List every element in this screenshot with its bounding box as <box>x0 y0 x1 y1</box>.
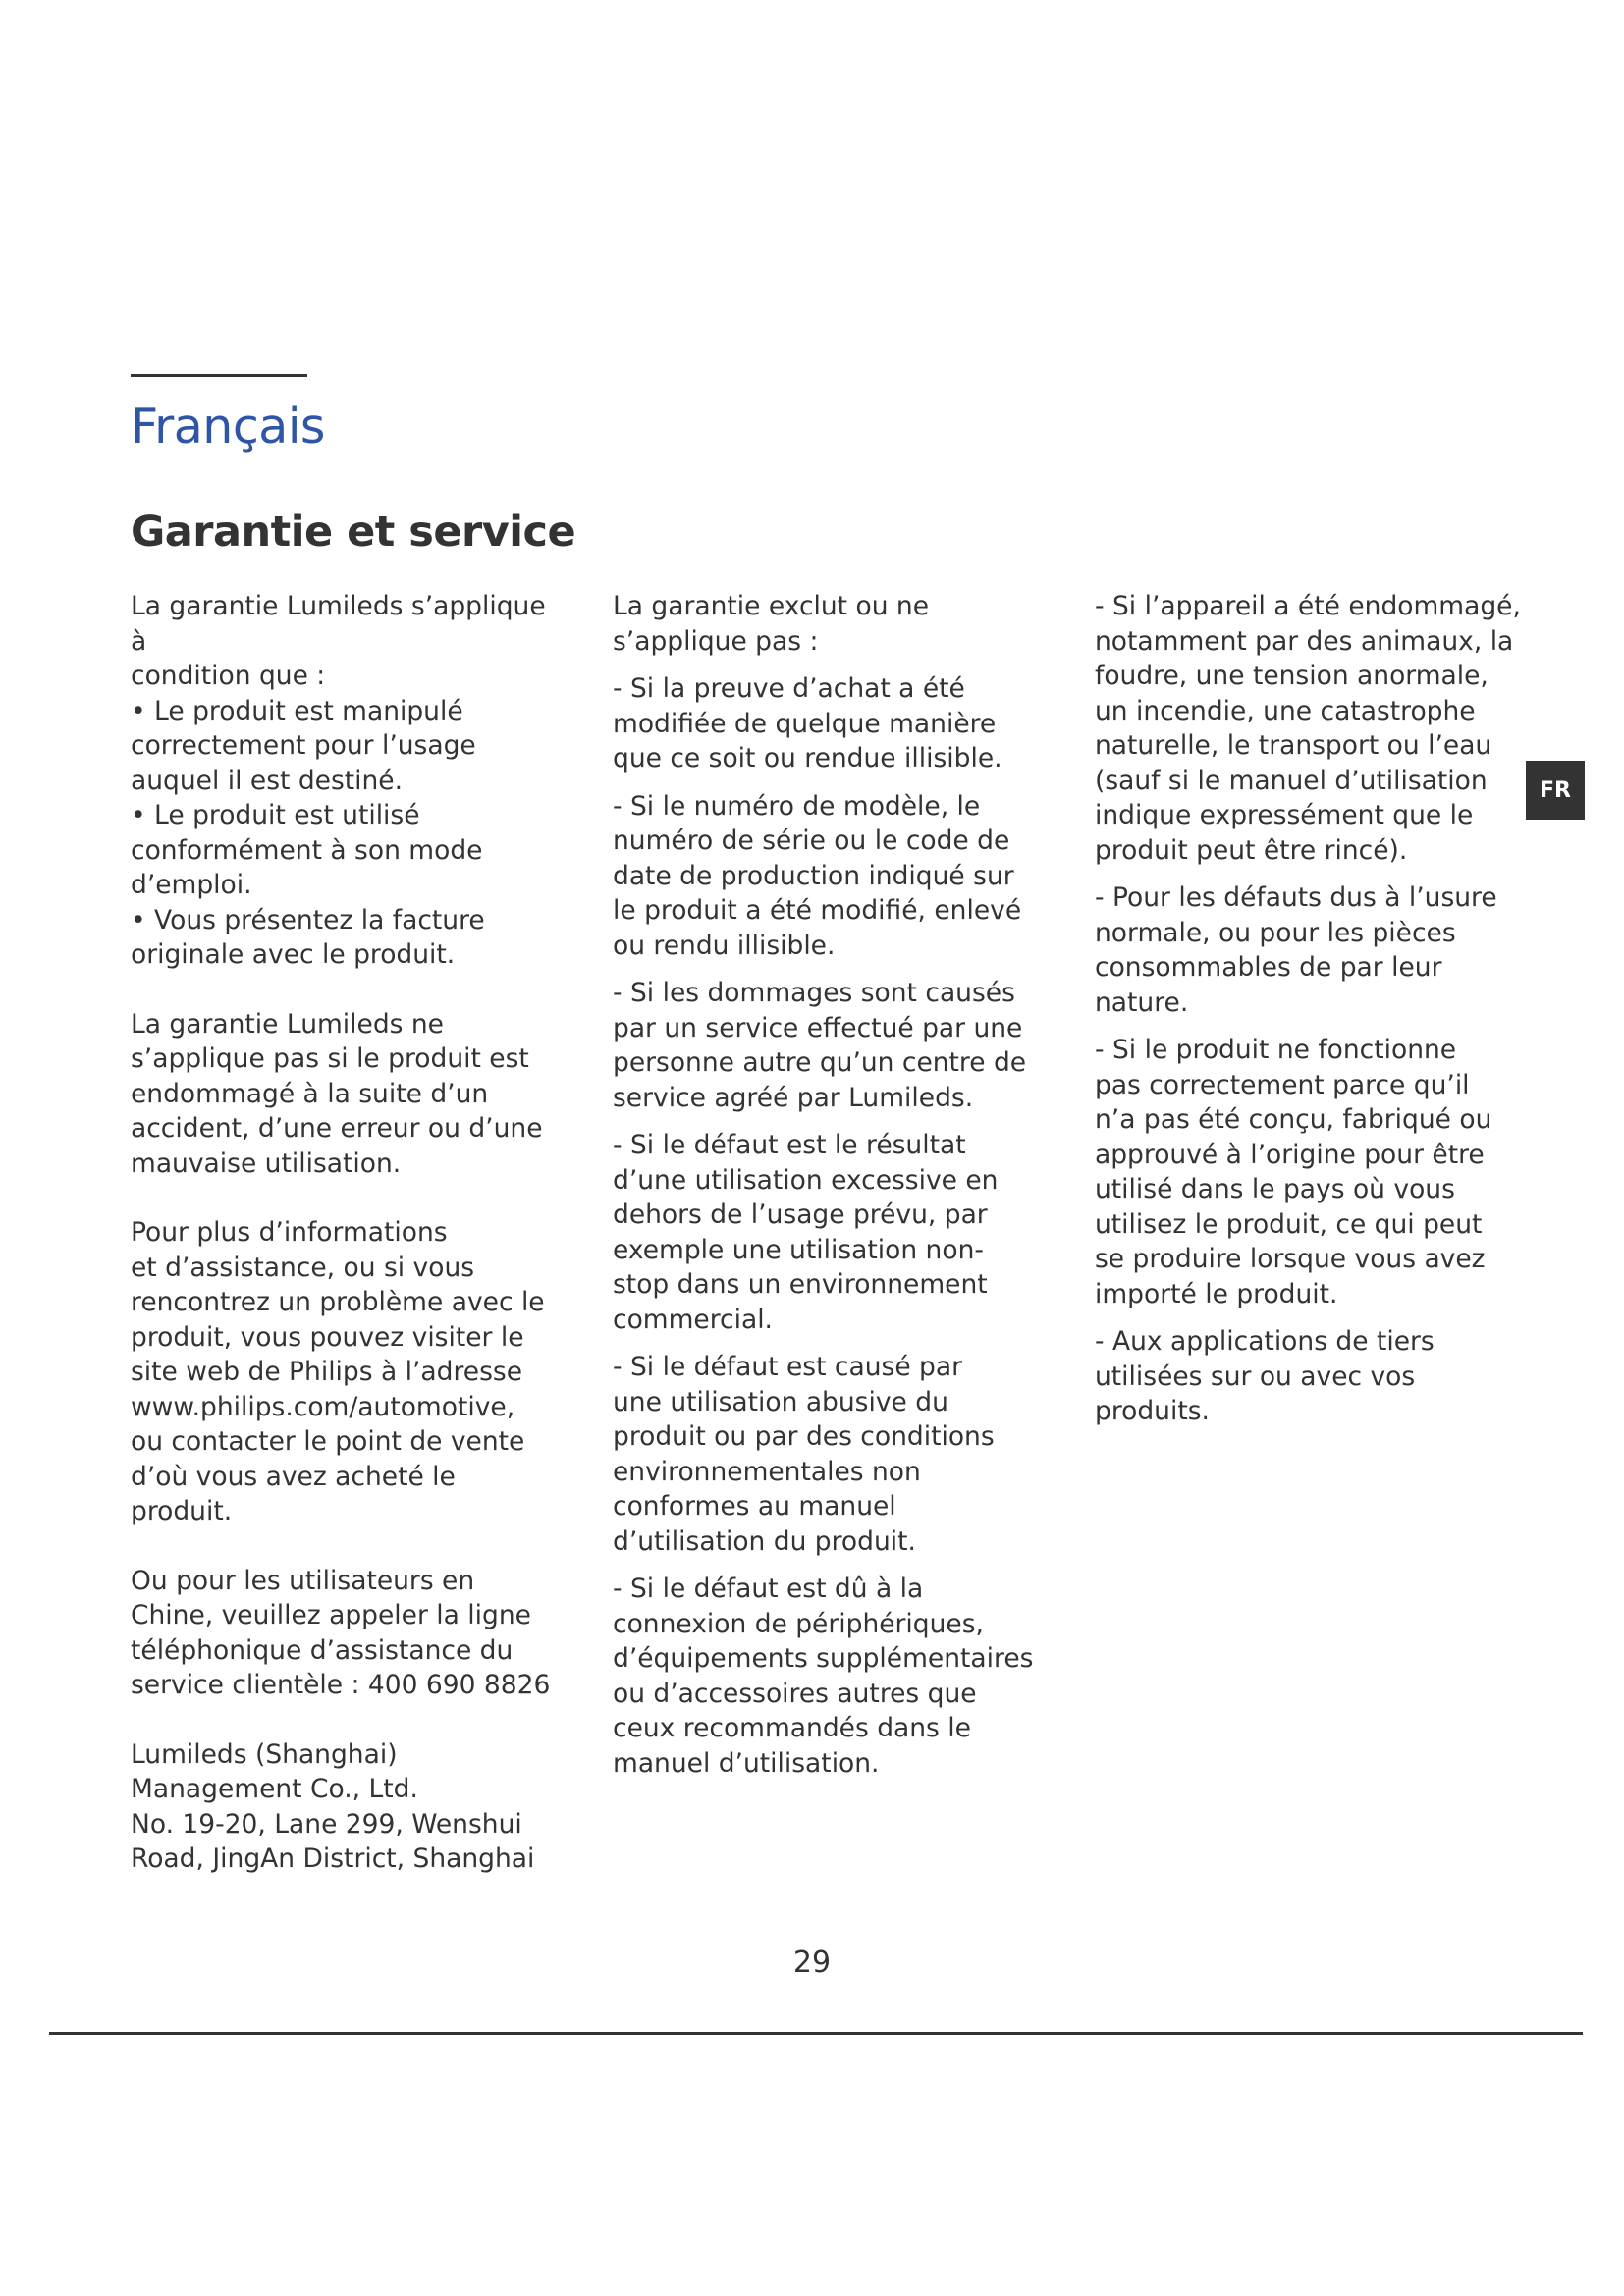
exclusion-item: - Pour les défauts dus à l’usure normale, ou pour les pièces consommables de par leur nature. <box>1095 882 1497 1018</box>
exclusion-item: - Si les dommages sont causés par un service effectué par une personne autre qu’un centre de service agréé par Lumileds. <box>613 978 1027 1113</box>
exclusion-item: - Si le défaut est le résultat d’une utilisation excessive en dehors de l’usage prévu, par exemple une utilisation non- stop dans un environnement commercial. <box>613 1130 999 1335</box>
top-divider-rule <box>131 374 307 377</box>
paragraph-china-hotline: Ou pour les utilisateurs en Chine, veuillez appeler la ligne téléphonique d’assistance du service clientèle : 400 690 8826 <box>131 1565 551 1700</box>
exclusion-item: - Aux applications de tiers utilisées sur ou avec vos produits. <box>1095 1326 1435 1426</box>
exclusion-item: - Si le produit ne fonctionne pas correctement parce qu’il n’a pas été conçu, fabriqué ou approuvé à l’origine pour être utilisé dans le pays où vous utilisez le produit, ce qui peut se produire lorsque vous avez importé le produit. <box>1095 1035 1492 1309</box>
column-warranty-exclusions <box>613 589 1045 1781</box>
paragraph-company-address: Lumileds (Shanghai) Management Co., Ltd. No. 19-20, Lane 299, Wenshui Road, JingAn District, Shanghai <box>131 1738 535 1874</box>
paragraph-more-information: Pour plus d’informations et d’assistance, ou si vous rencontrez un problème avec le produit, vous pouvez visiter le site web de Philips à l’adresse www.philips.com/automotive, ou contacter le point de vente d’où vous avez acheté le produit. <box>131 1217 545 1526</box>
bottom-divider-rule <box>49 2032 1583 2035</box>
column-warranty-exclusions-continued <box>1095 589 1527 1429</box>
language-title: Français <box>131 399 325 454</box>
paragraph-exclusions-intro: La garantie exclut ou ne s’applique pas : <box>613 591 930 657</box>
page-number: 29 <box>792 1946 832 1980</box>
exclusion-item: - Si la preuve d’achat a été modifiée de quelque manière que ce soit ou rendue illisible. <box>613 673 1002 774</box>
section-title: Garantie et service <box>131 507 576 557</box>
paragraph-warranty-not-applicable: La garantie Lumileds ne s’applique pas si le produit est endommagé à la suite d’un accident, d’une erreur ou d’une mauvaise utilisation. <box>131 1008 543 1179</box>
column-warranty-conditions <box>131 589 563 1877</box>
paragraph-warranty-conditions: La garantie Lumileds s’applique à condition que : • Le produit est manipulé correctement pour l’usage auquel il est destiné. • Le produit est utilisé conformément à son mode d’emploi. • Vous présentez la facture originale avec le produit. <box>131 591 546 970</box>
exclusion-item: - Si le défaut est causé par une utilisation abusive du produit ou par des conditions environnementales non conformes au manuel d’utilisation du produit. <box>613 1352 995 1557</box>
exclusion-item: - Si le numéro de modèle, le numéro de série ou le code de date de production indiqué sur le produit a été modifié, enlevé ou rendu illisible. <box>613 790 1022 961</box>
language-tab-fr: FR <box>1526 761 1585 820</box>
exclusion-item: - Si l’appareil a été endommagé, notamment par des animaux, la foudre, une tension anormale, un incendie, une catastrophe naturelle, le transport ou l’eau (sauf si le manuel d’utilisation indique expressément que le produit peut être rincé). <box>1095 591 1521 866</box>
exclusion-item: - Si le défaut est dû à la connexion de périphériques, d’équipements supplémentaires ou d’accessoires autres que ceux recommandés dans le manuel d’utilisation. <box>613 1574 1034 1779</box>
